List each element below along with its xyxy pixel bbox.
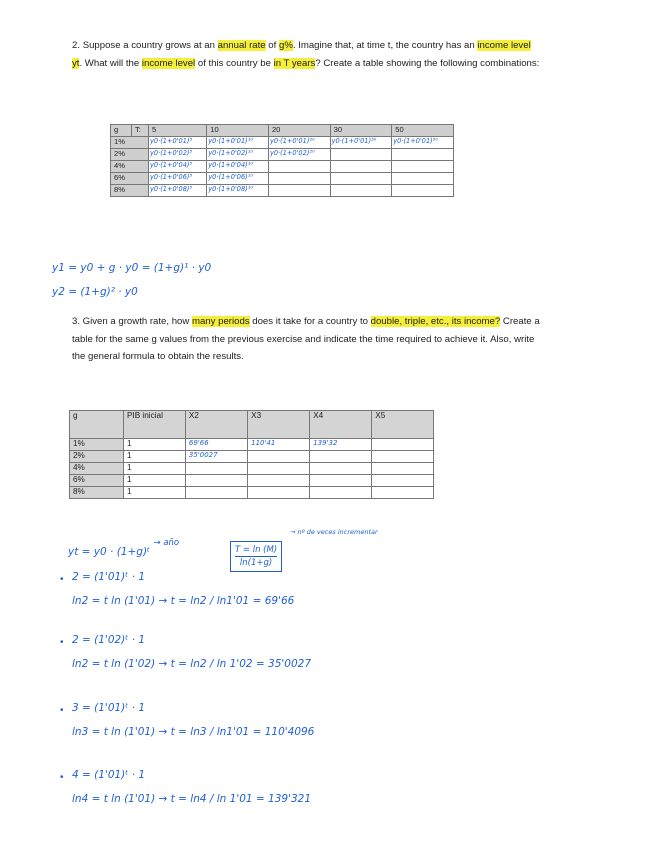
note-y2: y2 = (1+g)² · y0 <box>52 286 138 298</box>
formula-box <box>230 541 282 572</box>
note-b3-line2: ln3 = t ln (1'01) → t = ln3 / ln1'01 = 110'4096 <box>72 726 315 738</box>
cell: y0·(1+0'01)²⁰ <box>268 137 330 149</box>
cell: y0·(1+0'06)⁵ <box>149 173 207 185</box>
formula-box-top: T = ln (M) <box>235 545 278 555</box>
q3-text-1: 3. Given a growth rate, how <box>72 316 192 327</box>
cell-x2: 35'0027 <box>185 451 247 463</box>
cell-x2: 69'66 <box>185 439 247 451</box>
cell: y0·(1+0'06)¹⁰ <box>207 173 269 185</box>
q2-text-4: . What will the <box>79 57 142 69</box>
col-header-30: 30 <box>330 125 392 137</box>
q3-highlight-1: many periods <box>191 316 250 327</box>
cell-x2 <box>185 487 247 499</box>
col-header-pib: PIB inicial <box>123 411 185 439</box>
growth-table <box>110 124 454 197</box>
table-row <box>111 185 454 197</box>
cell: y0·(1+0'04)⁵ <box>149 161 207 173</box>
cell: y0·(1+0'01)⁵ <box>149 137 207 149</box>
cell <box>392 149 454 161</box>
question-3 <box>72 313 540 366</box>
cell-pib: 1 <box>123 439 185 451</box>
cell: y0·(1+0'08)⁵ <box>149 185 207 197</box>
table-row <box>111 173 454 185</box>
cell: y0·(1+0'08)¹⁰ <box>207 185 269 197</box>
formula-box-note: → nº de veces incrementar <box>290 528 378 536</box>
cell: y0·(1+0'02)⁵ <box>149 149 207 161</box>
q3-text-3: Create a table for the same g values from the previous exercise and indicate the time required to achieve it. Also, write the general formula to obtain the results. <box>72 316 540 362</box>
q2-text-2: of <box>265 40 279 51</box>
col-header-20: 20 <box>268 125 330 137</box>
formula-box-bottom: ln(1+g) <box>235 556 277 569</box>
periods-table <box>69 410 434 499</box>
formula-note: → año <box>153 538 180 548</box>
cell-pib: 1 <box>123 487 185 499</box>
cell-x5 <box>372 475 434 487</box>
q2-highlight-5: in T years <box>273 57 316 69</box>
cell-x4 <box>310 451 372 463</box>
table-row <box>70 487 434 499</box>
col-header-x2: X2 <box>185 411 247 439</box>
bullet-icon: • <box>60 772 64 783</box>
row-g: 2% <box>111 149 149 161</box>
table-row <box>70 439 434 451</box>
row-g: 4% <box>70 463 124 475</box>
cell: y0·(1+0'01)⁵⁰ <box>392 137 454 149</box>
col-header-5: 5 <box>149 125 207 137</box>
cell-x5 <box>372 463 434 475</box>
table-row <box>70 463 434 475</box>
table-header-row <box>70 411 434 439</box>
cell-x3 <box>248 463 310 475</box>
q2-text-1: Suppose a country grows at an <box>82 40 218 51</box>
cell <box>392 173 454 185</box>
cell <box>330 161 392 173</box>
cell: y0·(1+0'01)³⁰ <box>330 137 392 149</box>
cell <box>330 185 392 197</box>
q2-number: 2. <box>72 40 81 51</box>
cell-x4 <box>310 463 372 475</box>
note-b4-line1: 4 = (1'01)ᵗ · 1 <box>72 769 146 781</box>
cell-x3: 110'41 <box>248 439 310 451</box>
cell-x4 <box>310 487 372 499</box>
question-2 <box>72 37 542 72</box>
q2-text-5: of this country be <box>195 57 274 69</box>
note-b4-line2: ln4 = t ln (1'01) → t = ln4 / ln 1'01 = 139'321 <box>72 793 312 805</box>
cell <box>268 161 330 173</box>
cell-x5 <box>372 487 434 499</box>
table-row <box>111 137 454 149</box>
cell-x5 <box>372 439 434 451</box>
col-t-header: T: <box>132 125 149 137</box>
note-y1: y1 = y0 + g · y0 = (1+g)¹ · y0 <box>52 262 212 274</box>
q2-text-3: . Imagine that, at time t, the country has an <box>292 40 478 51</box>
cell-x5 <box>372 451 434 463</box>
table-header-row <box>111 125 454 137</box>
row-g: 4% <box>111 161 149 173</box>
cell-x2 <box>185 475 247 487</box>
table-row <box>111 149 454 161</box>
cell-x4: 139'32 <box>310 439 372 451</box>
note-b2-line2: ln2 = t ln (1'02) → t = ln2 / ln 1'02 = 35'0027 <box>72 658 312 670</box>
cell <box>268 173 330 185</box>
cell: y0·(1+0'01)¹⁰ <box>207 137 269 149</box>
col-g-header: g <box>111 125 132 137</box>
q3-text-2: does it take for a country to <box>249 316 371 327</box>
q2-text-6: ? Create a table showing the following combinations: <box>315 57 540 69</box>
cell: y0·(1+0'04)¹⁰ <box>207 161 269 173</box>
row-g: 1% <box>111 137 149 149</box>
cell-x3 <box>248 475 310 487</box>
table-row <box>111 161 454 173</box>
bullet-icon: • <box>60 637 64 648</box>
note-b3-line1: 3 = (1'01)ᵗ · 1 <box>72 702 146 714</box>
cell-pib: 1 <box>123 451 185 463</box>
note-general-formula <box>68 538 180 558</box>
cell-pib: 1 <box>123 463 185 475</box>
bullet-icon: • <box>60 705 64 716</box>
table-row <box>70 475 434 487</box>
row-g: 1% <box>70 439 124 451</box>
cell <box>392 161 454 173</box>
cell <box>330 149 392 161</box>
q2-highlight-3: income level yt <box>72 40 531 69</box>
cell <box>330 173 392 185</box>
row-g: 8% <box>111 185 149 197</box>
col-header-50: 50 <box>392 125 454 137</box>
cell-pib: 1 <box>123 475 185 487</box>
col-header-x5: X5 <box>372 411 434 439</box>
cell-x3 <box>248 487 310 499</box>
note-b1-line1: 2 = (1'01)ᵗ · 1 <box>72 571 146 583</box>
cell <box>392 185 454 197</box>
row-g: 6% <box>70 475 124 487</box>
note-b2-line1: 2 = (1'02)ᵗ · 1 <box>72 634 146 646</box>
note-b1-line2: ln2 = t ln (1'01) → t = ln2 / ln1'01 = 69'66 <box>72 595 295 607</box>
col-header-10: 10 <box>207 125 269 137</box>
row-g: 8% <box>70 487 124 499</box>
cell-x3 <box>248 451 310 463</box>
cell <box>268 185 330 197</box>
cell-x2 <box>185 463 247 475</box>
row-g: 6% <box>111 173 149 185</box>
col-header-g: g <box>70 411 124 439</box>
q3-highlight-2: double, triple, etc., its income? <box>370 316 501 327</box>
cell-x4 <box>310 475 372 487</box>
col-header-x3: X3 <box>248 411 310 439</box>
bullet-icon: • <box>60 574 64 585</box>
cell: y0·(1+0'02)¹⁰ <box>207 149 269 161</box>
q2-highlight-1: annual rate <box>217 40 266 51</box>
cell: y0·(1+0'02)²⁰ <box>268 149 330 161</box>
table-row <box>70 451 434 463</box>
col-header-x4: X4 <box>310 411 372 439</box>
general-formula: yt = y0 · (1+g)ᵗ <box>68 546 151 558</box>
q2-highlight-4: income level <box>141 57 196 69</box>
row-g: 2% <box>70 451 124 463</box>
q2-highlight-2: g% <box>278 40 293 51</box>
